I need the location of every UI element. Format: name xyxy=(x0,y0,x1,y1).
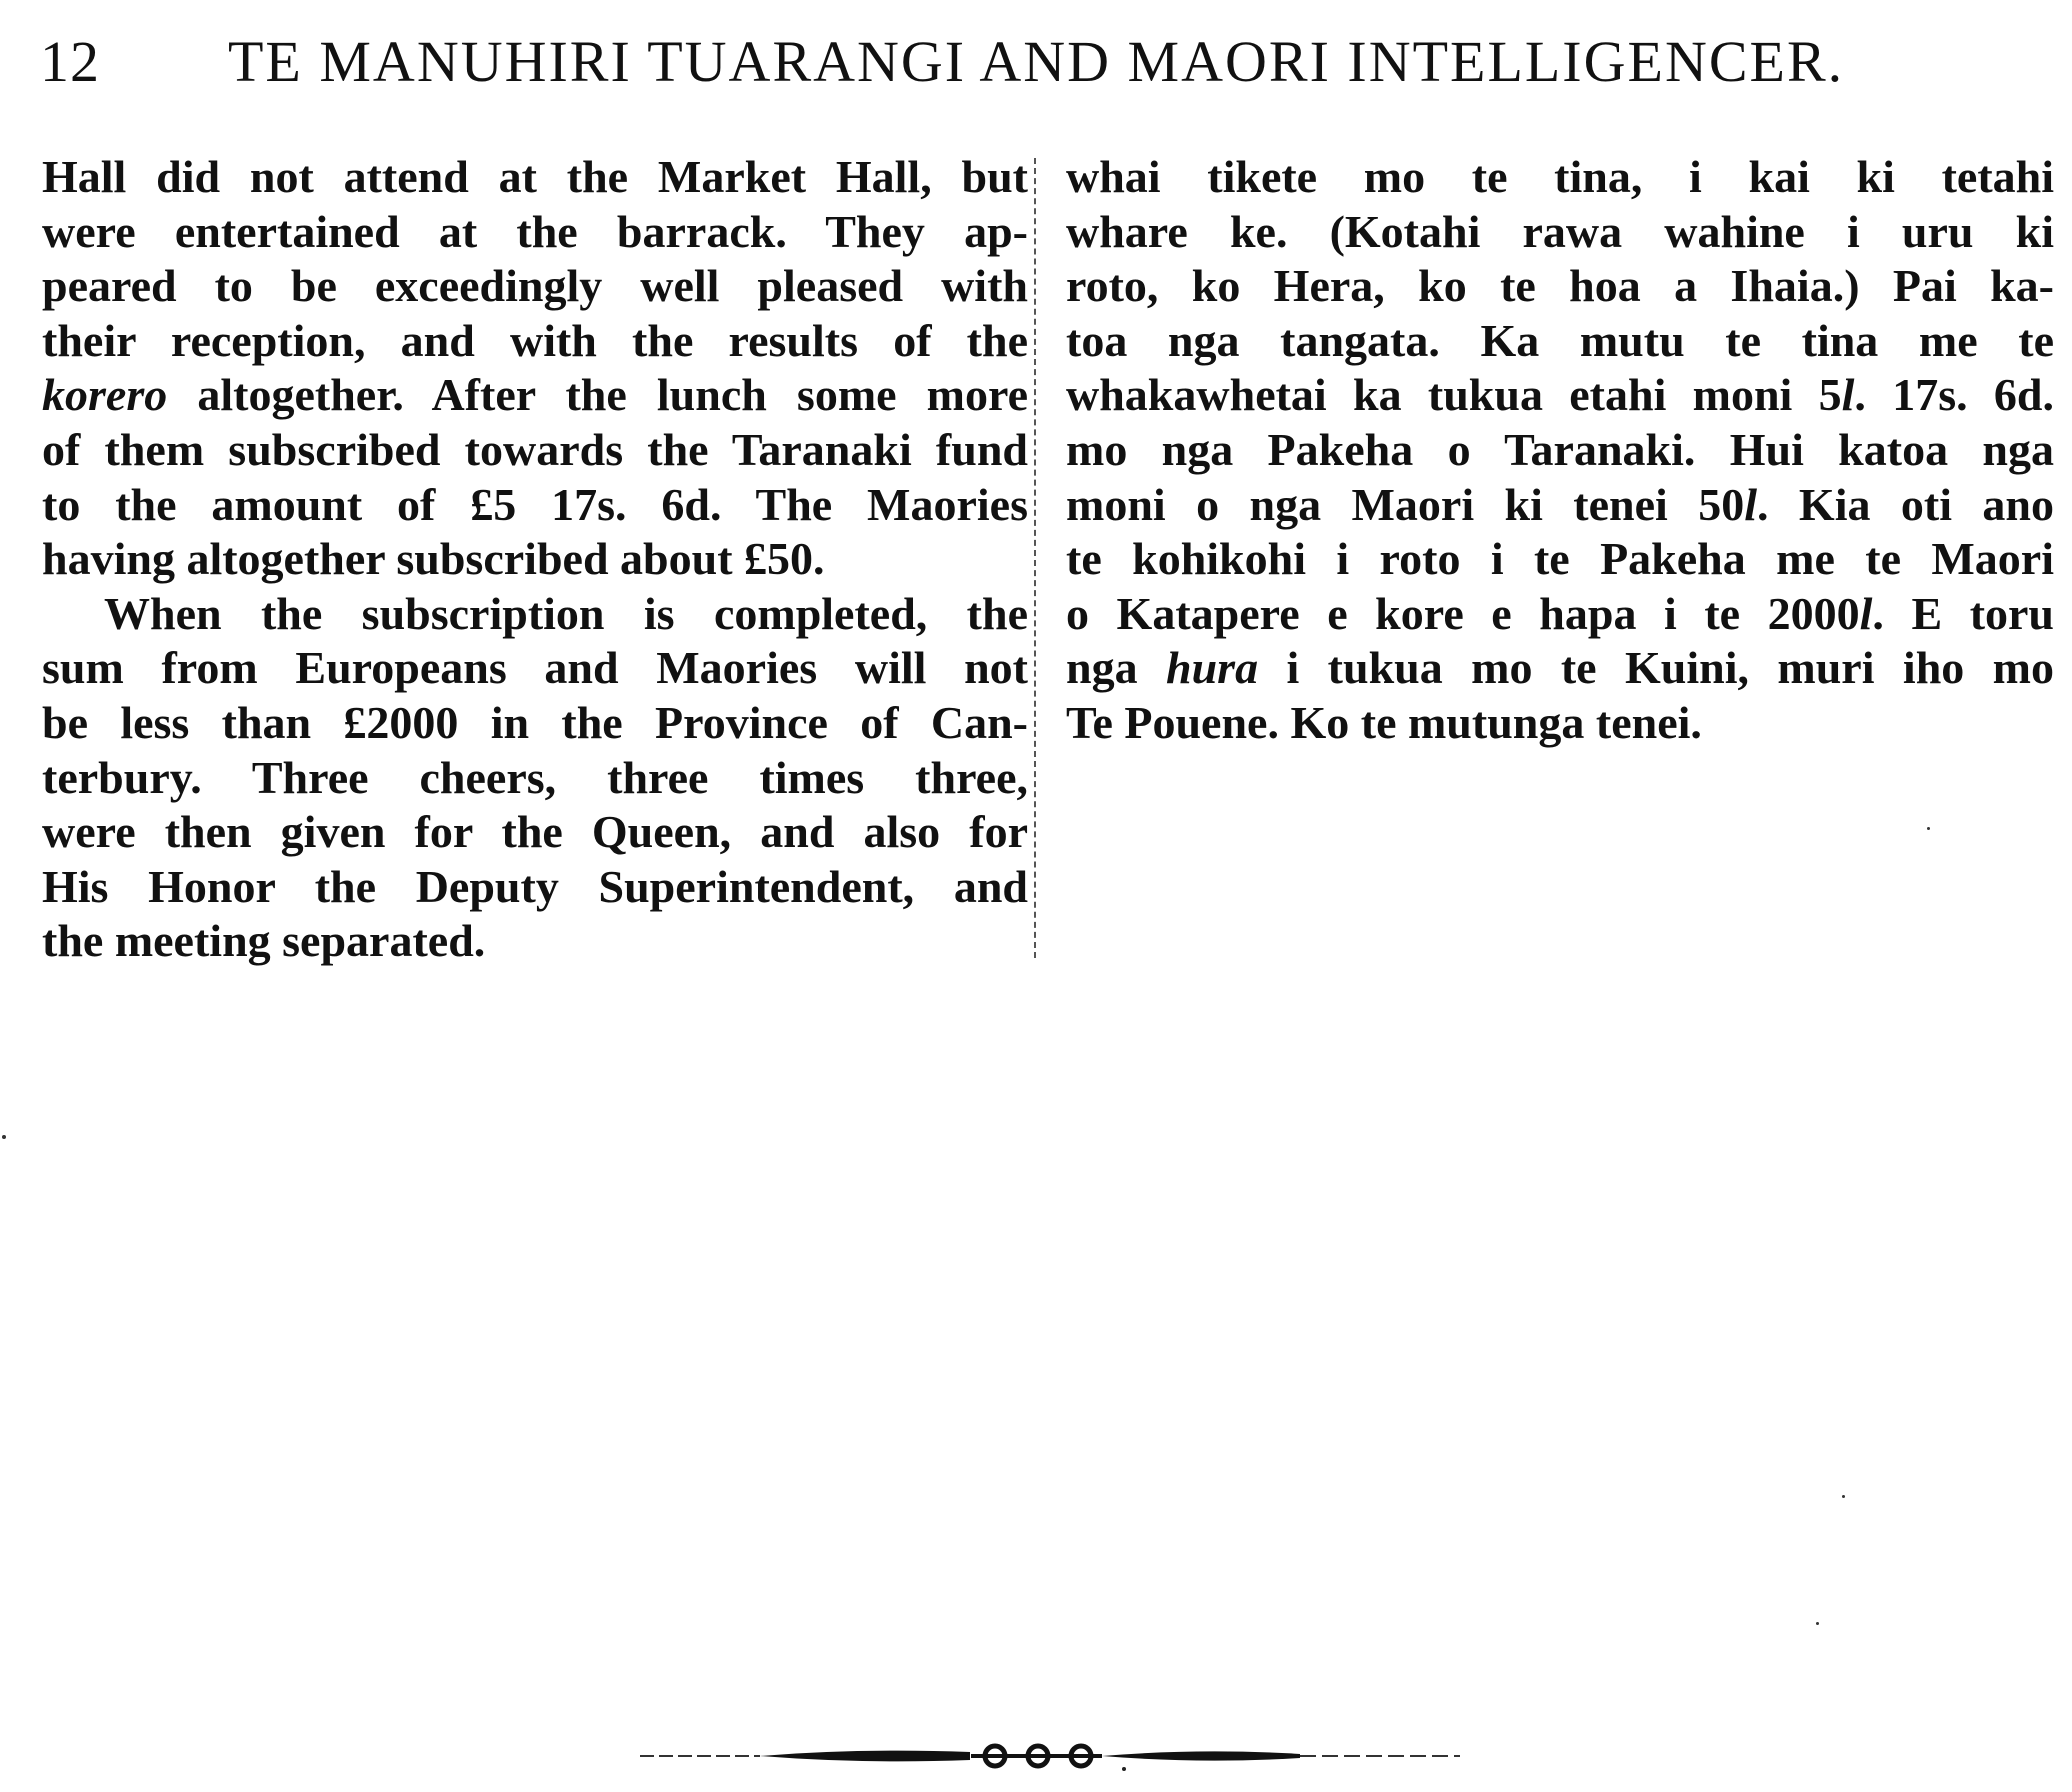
text-line: terbury. Three cheers, three times three, xyxy=(42,751,1028,803)
page-header xyxy=(40,28,1845,118)
text-fragment: i tukua mo te Kuini, muri iho mo xyxy=(1286,642,2054,694)
text-line: When the subscription is completed, the xyxy=(104,587,1028,639)
text-line xyxy=(42,368,1028,423)
text-fragment: altogether. After the lunch some more xyxy=(197,369,1028,421)
text-line: whare ke. (Kotahi rawa wahine i uru ki xyxy=(1066,205,2054,257)
text-fragment: . 17s. 6d. xyxy=(1854,369,2054,421)
text-fragment: . Kia oti ano xyxy=(1757,478,2054,530)
print-speck xyxy=(1927,827,1930,830)
text-line: were then given for the Queen, and also for xyxy=(42,806,1028,858)
text-line xyxy=(1066,368,2054,423)
text-fragment: . E toru xyxy=(1872,587,2054,639)
currency-symbol: l xyxy=(1859,587,1873,639)
print-speck xyxy=(1842,1495,1845,1498)
text-line: toa nga tangata. Ka mutu te tina me te xyxy=(1066,314,2054,366)
text-fragment: o Katapere e kore e hapa i te 2000 xyxy=(1066,587,1860,639)
text-line: sum from Europeans and Maories will not xyxy=(42,642,1028,694)
text-line: roto, ko Hera, ko te hoa a Ihaia.) Pai ka- xyxy=(1066,260,2054,312)
currency-symbol: l xyxy=(1841,369,1855,421)
text-line xyxy=(1066,478,2054,533)
maori-column xyxy=(1066,150,2054,751)
running-title: TE MANUHIRI TUARANGI AND MAORI INTELLIGENCER. xyxy=(228,29,1845,94)
text-line: His Honor the Deputy Superintendent, and xyxy=(42,860,1028,912)
page-number: 12 xyxy=(40,29,100,94)
text-line: te kohikohi i roto i te Pakeha me te Maori xyxy=(1066,533,2054,585)
text-line: whai tikete mo te tina, i kai ki tetahi xyxy=(1066,151,2054,202)
text-line xyxy=(1066,587,2054,642)
italic-word: hura xyxy=(1166,642,1259,694)
english-column xyxy=(42,150,1028,969)
italic-word: korero xyxy=(42,369,168,421)
column-divider xyxy=(1034,158,1036,958)
text-line: peared to be exceedingly well pleased with xyxy=(42,260,1028,312)
text-line: Hall did not attend at the Market Hall, but xyxy=(42,151,1028,202)
text-line: having altogether subscribed about £50. xyxy=(42,533,825,585)
text-fragment: moni o nga Maori ki tenei 50 xyxy=(1066,478,1745,530)
text-fragment: whakawhetai ka tukua etahi moni 5 xyxy=(1066,369,1842,421)
print-speck xyxy=(2,1135,6,1139)
text-line: be less than £2000 in the Province of Can- xyxy=(42,696,1028,748)
currency-symbol: l xyxy=(1744,478,1758,530)
text-line xyxy=(1066,641,2054,696)
text-line: Te Pouene. Ko te mutunga tenei. xyxy=(1066,696,1702,748)
ornamental-rule xyxy=(640,1735,1460,1775)
text-line: were entertained at the barrack. They ap- xyxy=(42,205,1028,257)
print-speck xyxy=(1816,1622,1819,1625)
text-line: their reception, and with the results of the xyxy=(42,314,1028,366)
text-line: the meeting separated. xyxy=(42,915,486,967)
text-line: mo nga Pakeha o Taranaki. Hui katoa nga xyxy=(1066,423,2054,475)
text-line: of them subscribed towards the Taranaki fund xyxy=(42,423,1028,475)
text-fragment: nga xyxy=(1066,642,1138,694)
text-line: to the amount of £5 17s. 6d. The Maories xyxy=(42,478,1028,530)
